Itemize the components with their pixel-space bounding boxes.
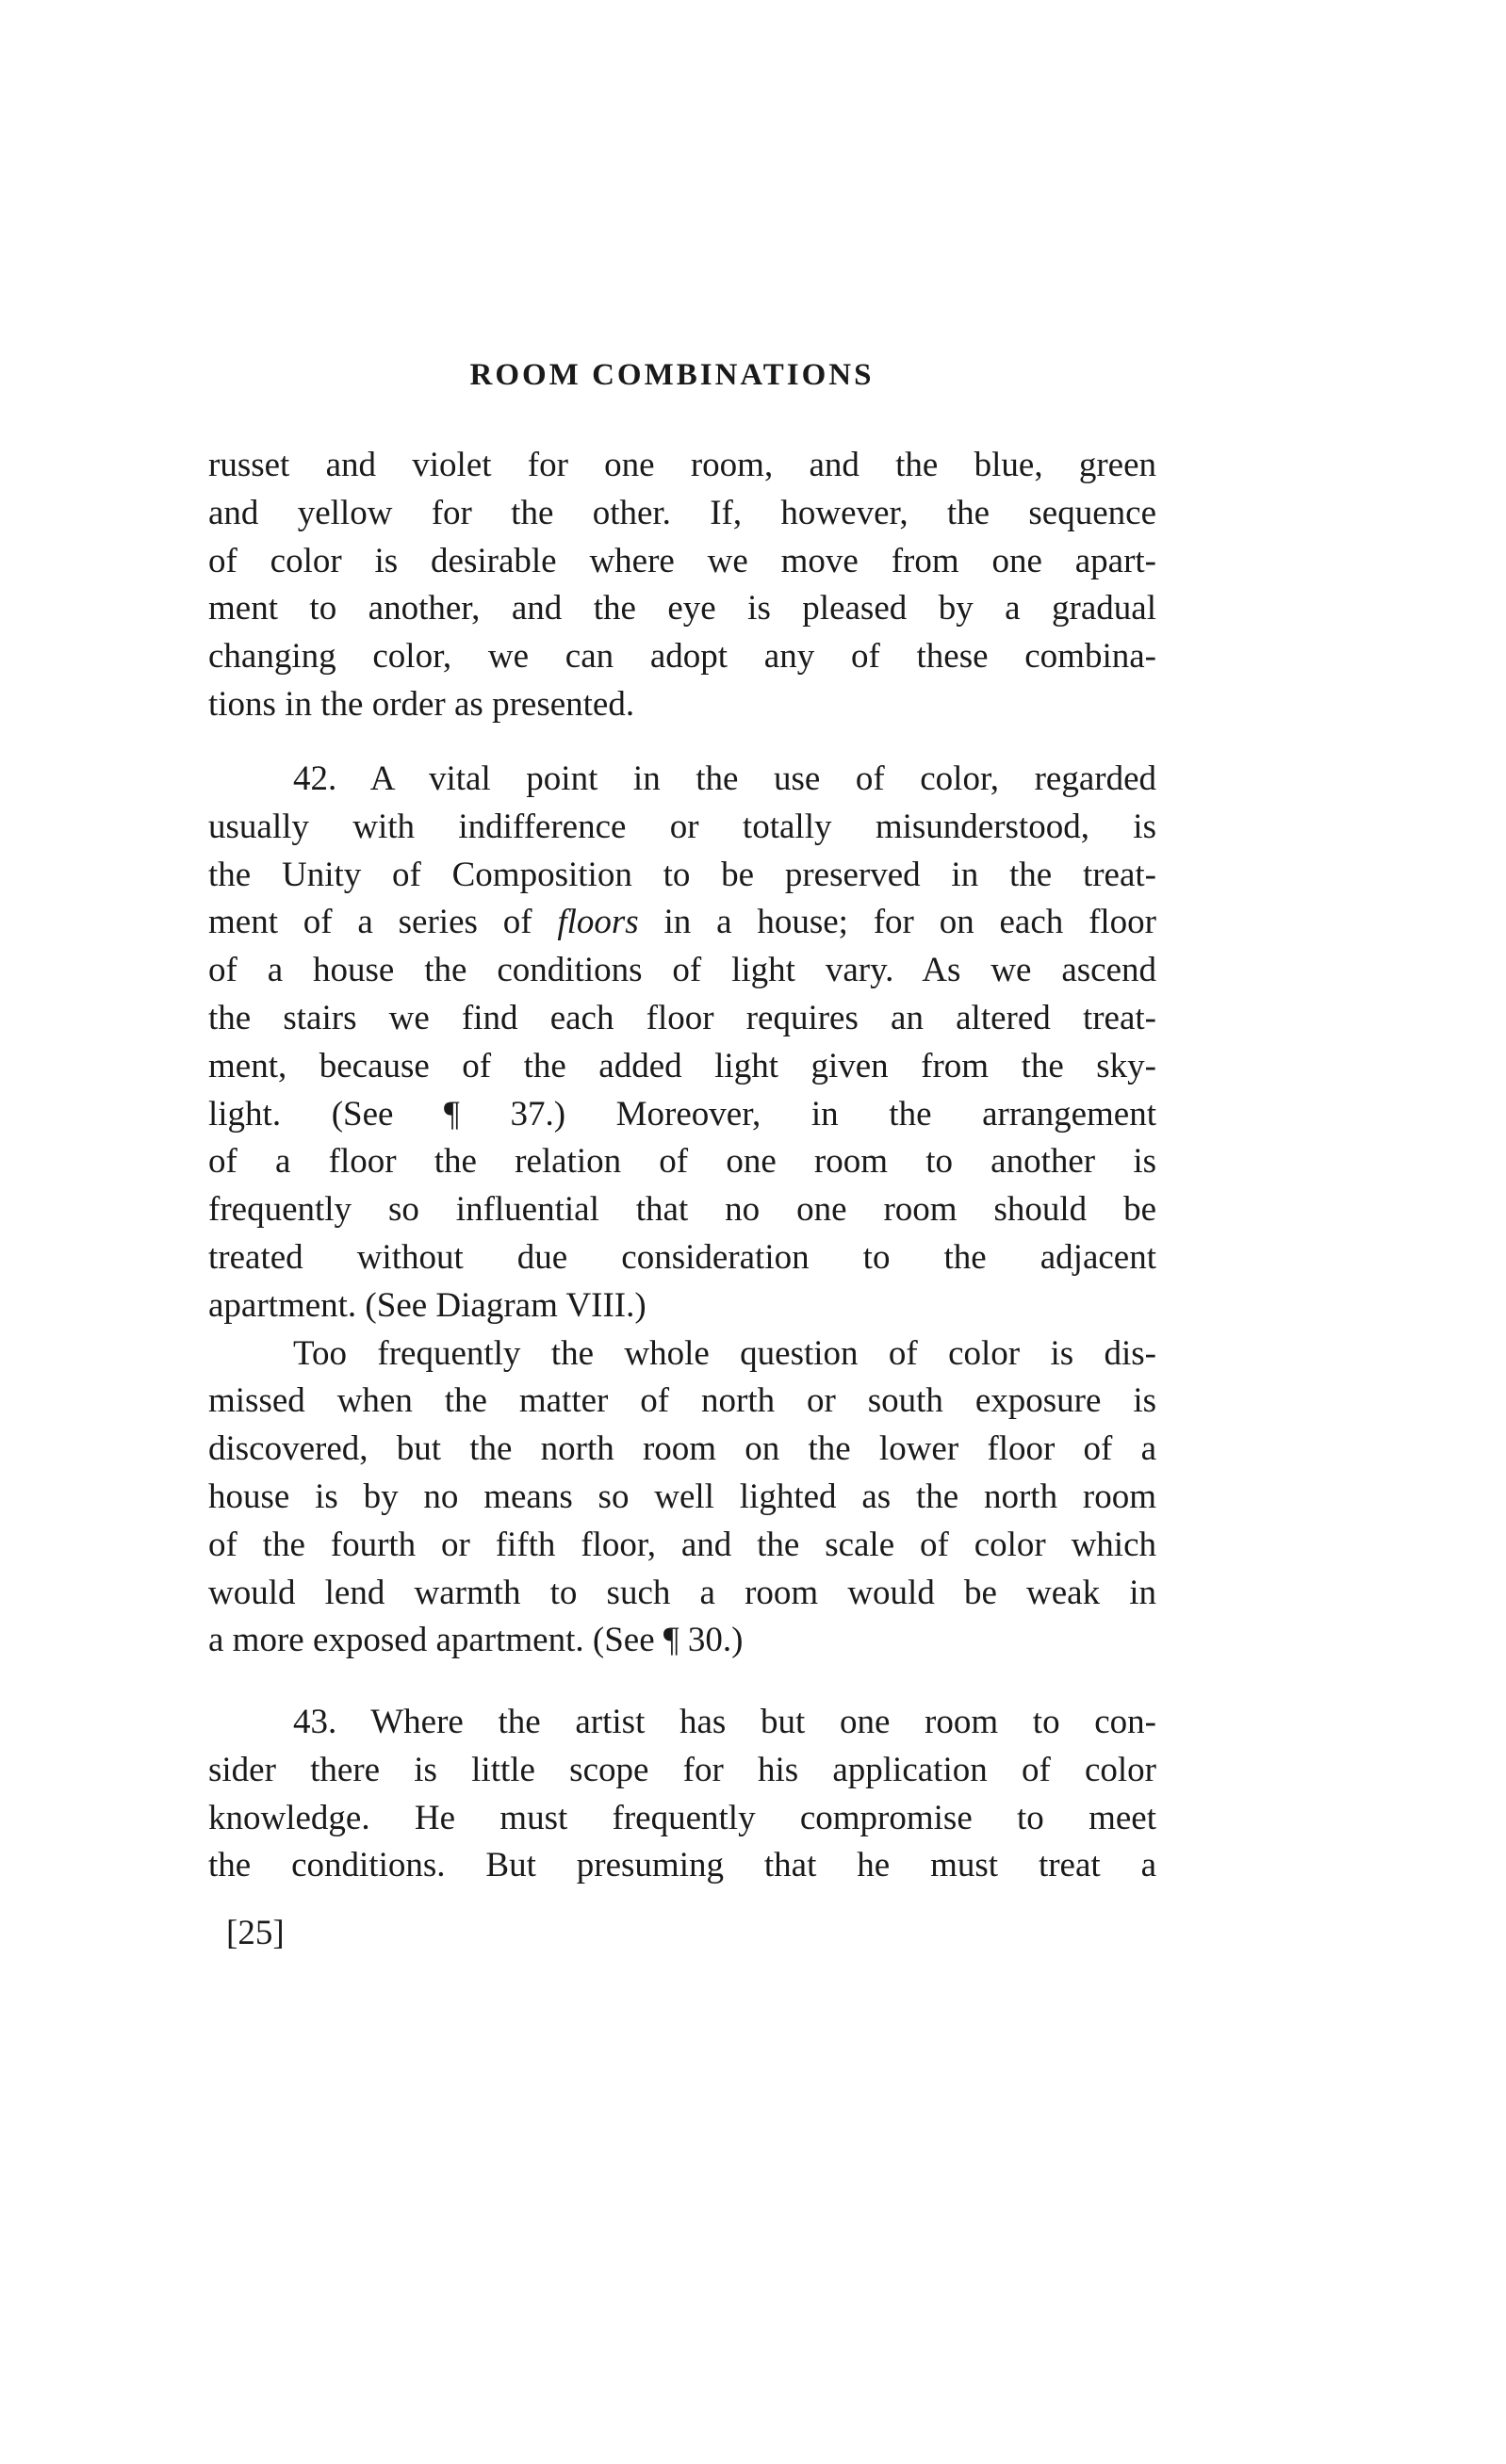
text-line: treated without due consideration to the adjacent [208, 1237, 1156, 1277]
text-line: knowledge. He must frequently compromise to meet [208, 1798, 1156, 1837]
text-line: 43. Where the artist has but one room to con- [293, 1703, 1156, 1741]
text-line: of the fourth or fifth floor, and the scale of color which [208, 1525, 1156, 1564]
text-line: would lend warmth to such a room would be weak in [208, 1573, 1156, 1612]
text-line: sider there is little scope for his application of color [208, 1750, 1156, 1789]
italic-word: floors [557, 903, 639, 942]
text-line: the conditions. But presuming that he must treat a [208, 1846, 1156, 1885]
text-line: of a house the conditions of light vary. As we ascend [208, 951, 1156, 990]
text-line: ment to another, and the eye is pleased by a gradual [208, 589, 1156, 628]
text-line: discovered, but the north room on the lower floor of a [208, 1429, 1156, 1469]
text-line: missed when the matter of north or south exposure is [208, 1381, 1156, 1421]
text-line: of color is desirable where we move from one apart- [208, 541, 1156, 580]
text-line: house is by no means so well lighted as the north room [208, 1477, 1156, 1516]
text-segment: in a house; for on each floor [638, 903, 1156, 942]
text-line: of a floor the relation of one room to another is [208, 1142, 1156, 1182]
running-header: ROOM COMBINATIONS [469, 358, 875, 392]
text-line: changing color, we can adopt any of these combina- [208, 637, 1156, 677]
text-line: the stairs we find each floor requires an altered treat- [208, 998, 1156, 1037]
page-number: [25] [226, 1914, 285, 1952]
paragraph-43 [208, 1699, 1156, 1890]
text-line: usually with indifference or totally misunderstood, is [208, 807, 1156, 846]
text-line: 42. A vital point in the use of color, regarded [293, 759, 1156, 798]
text-line: apartment. (See Diagram VIII.) [208, 1285, 647, 1325]
text-line: a more exposed apartment. (See ¶ 30.) [208, 1621, 744, 1660]
text-line: light. (See ¶ 37.) Moreover, in the arrangement [208, 1094, 1156, 1134]
text-line [208, 899, 1156, 947]
text-line: russet and violet for one room, and the blue, green [208, 446, 1156, 484]
text-line: ment, because of the added light given from the sky- [208, 1046, 1156, 1085]
text-line: and yellow for the other. If, however, the sequence [208, 493, 1156, 532]
text-line: Too frequently the whole question of color is dis- [293, 1333, 1156, 1373]
paragraph-continued [208, 442, 1156, 729]
paragraph-42 [208, 756, 1156, 1665]
text-line: frequently so influential that no one room should be [208, 1190, 1156, 1230]
text-segment: ment of a series of [208, 903, 558, 942]
text-line: the Unity of Composition to be preserved in the treat- [208, 855, 1156, 894]
text-line: tions in the order as presented. [208, 684, 635, 724]
